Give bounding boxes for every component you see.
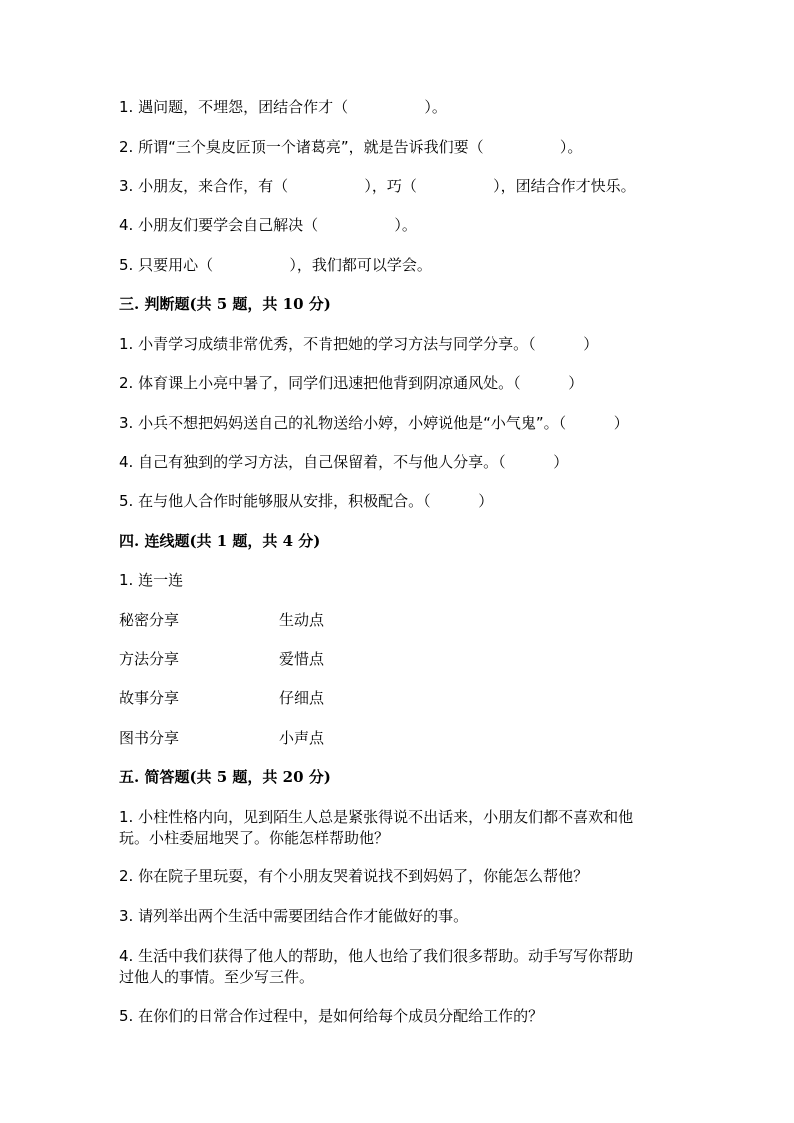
match-right-item: 生动点 — [279, 611, 325, 629]
judge-question-2: 2. 体育课上小亮中暑了，同学们迅速把他背到阴凉通风处。（ ） — [119, 374, 584, 392]
match-right-item: 仔细点 — [279, 689, 325, 707]
section-3-title: 三. 判断题(共 5 题，共 10 分) — [119, 295, 331, 313]
judge-question-5: 5. 在与他人合作时能够服从安排，积极配合。（ ） — [119, 492, 494, 510]
match-right-item: 爱惜点 — [279, 650, 325, 668]
fill-in-question-5: 5. 只要用心（ ），我们都可以学会。 — [119, 256, 432, 274]
judge-question-1: 1. 小青学习成绩非常优秀，不肯把她的学习方法与同学分享。（ ） — [119, 335, 599, 353]
short-answer-1-line-2: 玩。小柱委屈地哭了。你能怎样帮助他？ — [119, 829, 390, 847]
match-left-item: 故事分享 — [119, 689, 180, 707]
short-answer-3: 3. 请列举出两个生活中需要团结合作才能做好的事。 — [119, 907, 469, 925]
match-left-item: 方法分享 — [119, 650, 180, 668]
match-right-item: 小声点 — [279, 729, 325, 747]
fill-in-question-4: 4. 小朋友们要学会自己解决（ ）。 — [119, 216, 417, 234]
section-4-title: 四. 连线题(共 1 题，共 4 分) — [119, 532, 321, 550]
section-5-title: 五. 简答题(共 5 题，共 20 分) — [119, 768, 331, 786]
short-answer-5: 5. 在你们的日常合作过程中，是如何给每个成员分配给工作的？ — [119, 1007, 544, 1025]
match-left-item: 秘密分享 — [119, 611, 180, 629]
short-answer-2: 2. 你在院子里玩耍，有个小朋友哭着说找不到妈妈了，你能怎么帮他？ — [119, 867, 589, 885]
judge-question-4: 4. 自己有独到的学习方法，自己保留着，不与他人分享。（ ） — [119, 453, 569, 471]
match-left-item: 图书分享 — [119, 729, 180, 747]
matching-question: 1. 连一连 — [119, 571, 184, 589]
fill-in-question-3: 3. 小朋友，来合作，有（ ），巧（ ），团结合作才快乐。 — [119, 177, 636, 195]
fill-in-question-2: 2. 所谓“三个臭皮匠顶一个诸葛亮”，就是告诉我们要（ ）。 — [119, 138, 583, 156]
judge-question-3: 3. 小兵不想把妈妈送自己的礼物送给小婷，小婷说他是“小气鬼”。（ ） — [119, 414, 629, 432]
fill-in-question-1: 1. 遇问题，不埋怨，团结合作才（ ）。 — [119, 98, 447, 116]
short-answer-4-line-1: 4. 生活中我们获得了他人的帮助，他人也给了我们很多帮助。动手写写你帮助 — [119, 947, 634, 965]
short-answer-4-line-2: 过他人的事情。至少写三件。 — [119, 968, 315, 986]
short-answer-1-line-1: 1. 小柱性格内向，见到陌生人总是紧张得说不出话来，小朋友们都不喜欢和他 — [119, 808, 634, 826]
